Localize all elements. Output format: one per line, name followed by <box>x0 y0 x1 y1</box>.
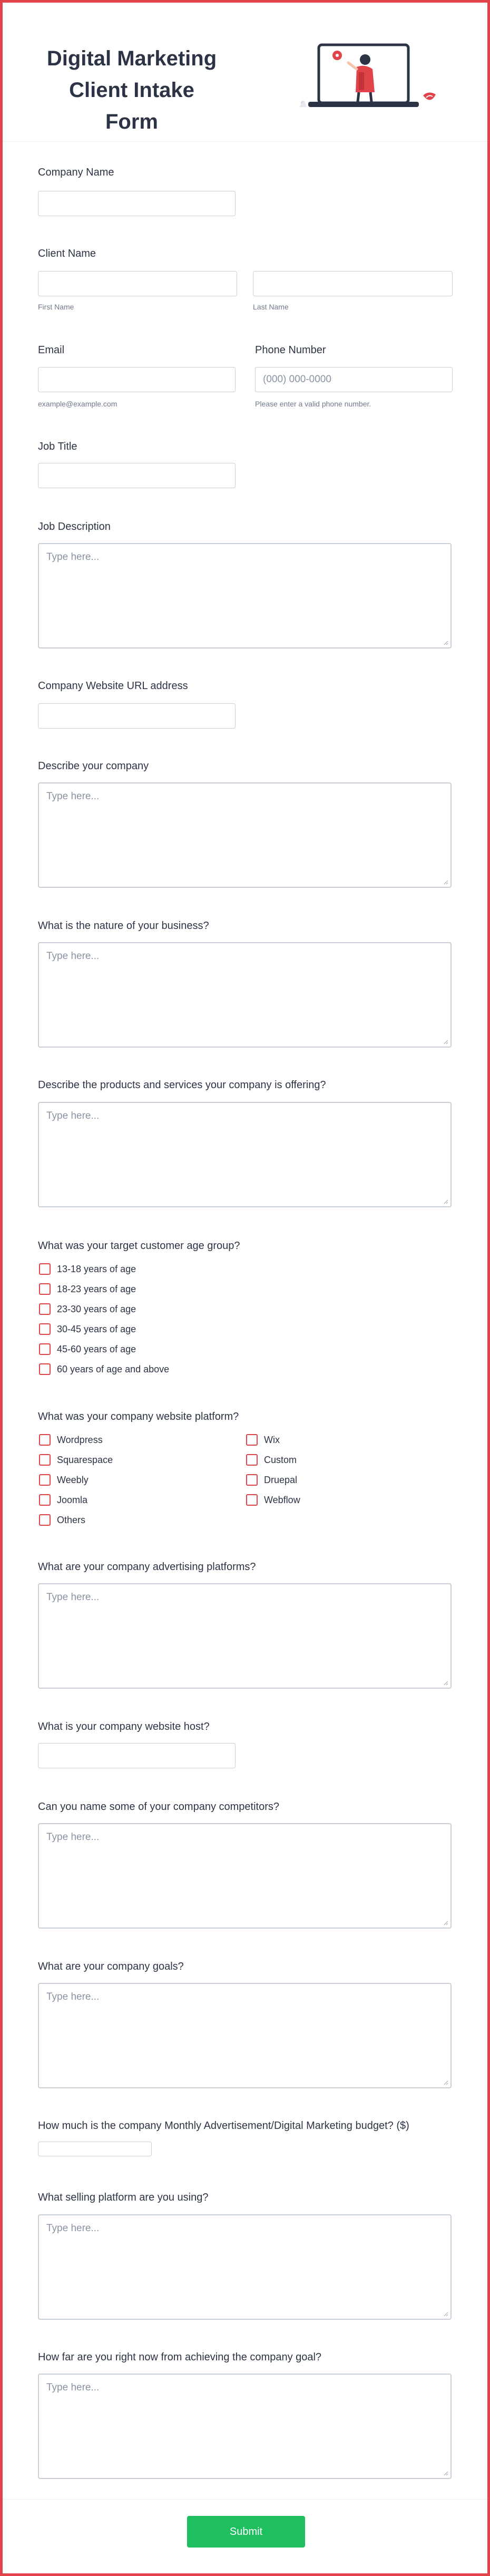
age-option-label: 13-18 years of age <box>57 1263 136 1274</box>
client-name-label: Client Name <box>38 248 96 259</box>
form-title <box>45 43 219 138</box>
last-name-input[interactable] <box>253 271 453 296</box>
checkbox[interactable] <box>39 1323 51 1335</box>
age-option[interactable] <box>39 1302 136 1316</box>
company-name-input[interactable] <box>38 191 236 216</box>
describe-company-textarea[interactable] <box>38 782 452 888</box>
age-option-label: 60 years of age and above <box>57 1363 170 1374</box>
resize-grip-icon[interactable] <box>443 1920 448 1925</box>
website-host-input[interactable] <box>38 1743 236 1768</box>
budget-input[interactable] <box>38 2142 152 2156</box>
checkbox[interactable] <box>39 1363 51 1375</box>
form-header <box>3 3 487 142</box>
platform-option-label: Squarespace <box>57 1454 113 1465</box>
first-name-sublabel: First Name <box>38 303 74 311</box>
advertising-platforms-label: What are your company advertising platforms? <box>38 1561 256 1573</box>
phone-label: Phone Number <box>255 344 326 356</box>
form-title-line2: Client Intake Form <box>69 79 194 133</box>
person-laptop-illustration <box>298 40 440 119</box>
job-title-label: Job Title <box>38 441 77 452</box>
email-sublabel: example@example.com <box>38 400 117 408</box>
platform-option-label: Webflow <box>264 1494 300 1505</box>
resize-grip-icon[interactable] <box>443 1199 448 1204</box>
goals-label: What are your company goals? <box>38 1961 184 1972</box>
budget-label: How much is the company Monthly Advertisement/Digital Marketing budget? ($) <box>38 2120 409 2132</box>
job-description-placeholder: Type here... <box>46 551 100 563</box>
phone-sublabel: Please enter a valid phone number. <box>255 400 371 408</box>
describe-company-placeholder: Type here... <box>46 791 100 802</box>
last-name-sublabel: Last Name <box>253 303 289 311</box>
checkbox[interactable] <box>246 1474 258 1486</box>
goals-placeholder: Type here... <box>46 1991 100 2002</box>
selling-platform-placeholder: Type here... <box>46 2223 100 2234</box>
platform-option[interactable] <box>39 1513 85 1527</box>
age-option-label: 23-30 years of age <box>57 1303 136 1314</box>
age-option[interactable] <box>39 1342 136 1356</box>
website-host-label: What is your company website host? <box>38 1721 210 1732</box>
checkbox[interactable] <box>246 1454 258 1466</box>
goal-progress-textarea[interactable] <box>38 2374 452 2479</box>
describe-company-label: Describe your company <box>38 760 149 772</box>
goal-progress-placeholder: Type here... <box>46 2382 100 2393</box>
selling-platform-textarea[interactable] <box>38 2214 452 2320</box>
website-platform-label: What was your company website platform? <box>38 1411 239 1422</box>
business-nature-placeholder: Type here... <box>46 951 100 962</box>
first-name-input[interactable] <box>38 271 237 296</box>
submit-button[interactable]: Submit <box>187 2516 305 2548</box>
age-option-label: 30-45 years of age <box>57 1323 136 1334</box>
age-group-label: What was your target customer age group? <box>38 1240 240 1252</box>
competitors-label: Can you name some of your company competitors? <box>38 1801 279 1813</box>
job-title-input[interactable] <box>38 463 236 488</box>
platform-option-label: Joomla <box>57 1494 88 1505</box>
platform-option[interactable] <box>39 1433 103 1447</box>
checkbox[interactable] <box>39 1474 51 1486</box>
business-nature-label: What is the nature of your business? <box>38 920 209 932</box>
email-input[interactable] <box>38 367 236 392</box>
website-url-input[interactable] <box>38 703 236 729</box>
phone-input[interactable] <box>255 367 453 392</box>
age-option-label: 45-60 years of age <box>57 1343 136 1354</box>
platform-option[interactable] <box>246 1493 300 1507</box>
platform-option[interactable] <box>246 1433 280 1447</box>
selling-platform-label: What selling platform are you using? <box>38 2192 209 2203</box>
age-option[interactable] <box>39 1362 169 1376</box>
checkbox[interactable] <box>39 1343 51 1355</box>
checkbox[interactable] <box>246 1434 258 1446</box>
checkbox[interactable] <box>39 1494 51 1506</box>
form-title-line1: Digital Marketing <box>46 47 217 70</box>
goal-progress-label: How far are you right now from achieving the company goal? <box>38 2351 322 2363</box>
age-option[interactable] <box>39 1282 136 1296</box>
checkbox[interactable] <box>246 1494 258 1506</box>
resize-grip-icon[interactable] <box>443 1680 448 1686</box>
job-description-textarea[interactable] <box>38 543 452 648</box>
checkbox[interactable] <box>39 1454 51 1466</box>
resize-grip-icon[interactable] <box>443 2080 448 2085</box>
resize-grip-icon[interactable] <box>443 879 448 885</box>
checkbox[interactable] <box>39 1514 51 1526</box>
advertising-platforms-textarea[interactable] <box>38 1583 452 1689</box>
business-nature-textarea[interactable] <box>38 942 452 1048</box>
checkbox[interactable] <box>39 1283 51 1295</box>
email-label: Email <box>38 344 65 356</box>
platform-option[interactable] <box>39 1473 89 1487</box>
goals-textarea[interactable] <box>38 1983 452 2088</box>
platform-option-label: Others <box>57 1514 86 1525</box>
resize-grip-icon[interactable] <box>443 2471 448 2476</box>
products-services-textarea[interactable] <box>38 1102 452 1207</box>
platform-option[interactable] <box>246 1473 297 1487</box>
platform-option[interactable] <box>39 1493 87 1507</box>
platform-option-label: Druepal <box>264 1474 298 1485</box>
advertising-platforms-placeholder: Type here... <box>46 1592 100 1603</box>
platform-option-label: Wordpress <box>57 1434 103 1445</box>
products-services-label: Describe the products and services your company is offering? <box>38 1079 326 1091</box>
platform-option[interactable] <box>246 1453 297 1467</box>
job-description-label: Job Description <box>38 521 111 532</box>
platform-option-label: Wix <box>264 1434 280 1445</box>
resize-grip-icon[interactable] <box>443 640 448 645</box>
company-name-label: Company Name <box>38 167 114 178</box>
age-option[interactable] <box>39 1322 136 1336</box>
age-option-label: 18-23 years of age <box>57 1283 136 1294</box>
checkbox[interactable] <box>39 1434 51 1446</box>
resize-grip-icon[interactable] <box>443 2311 448 2317</box>
age-option[interactable] <box>39 1262 136 1276</box>
phone-placeholder: (000) 000-0000 <box>263 374 331 385</box>
competitors-placeholder: Type here... <box>46 1832 100 1843</box>
checkbox[interactable] <box>39 1303 51 1315</box>
resize-grip-icon[interactable] <box>443 1039 448 1044</box>
competitors-textarea[interactable] <box>38 1823 452 1929</box>
products-services-placeholder: Type here... <box>46 1110 100 1121</box>
platform-option[interactable] <box>39 1453 113 1467</box>
website-url-label: Company Website URL address <box>38 680 188 692</box>
platform-option-label: Custom <box>264 1454 297 1465</box>
platform-option-label: Weebly <box>57 1474 89 1485</box>
checkbox[interactable] <box>39 1263 51 1275</box>
